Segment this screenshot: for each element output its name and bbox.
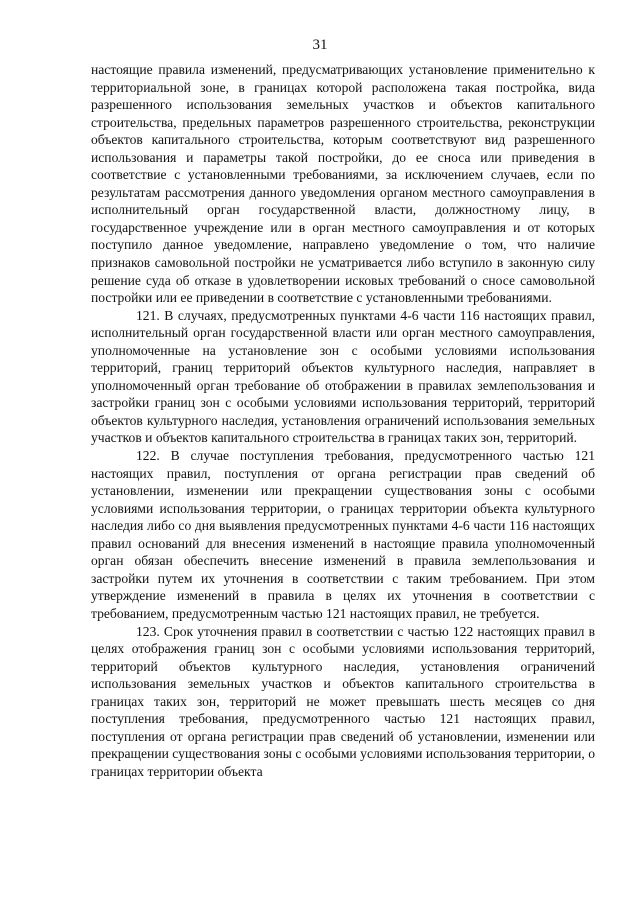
paragraph-122: 122. В случае поступления требования, предусмотренного частью 121 настоящих правил, поступления от органа регистрации прав сведений об установлении, изменении или прекращении существования зоны с особыми условиями использования территории, о границах территории объекта культурного наследия либо со дня выявления предусмотренных пунктами 4-6 части 116 настоящих правил оснований для внесения изменений в настоящие правила уполномоченный орган обязан обеспечить внесение изменений в правила землепользования и застройки путем их уточнения в соответствии с таким требованием. При этом утверждение изменений в правила в целях их уточнения в соответствии с требованием, предусмотренным частью 121 настоящих правил, не требуется.: [91, 448, 595, 621]
paragraph-123: 123. Срок уточнения правил в соответствии с частью 122 настоящих правил в целях отображения границ зон с особыми условиями использования территорий, территорий объектов культурного наследия, установления ограничений использования земельных участков и объектов капитального строительства в границах таких зон, территорий не может превышать шесть месяцев со дня поступления требования, предусмотренного частью 121 настоящих правил, поступления от органа регистрации прав сведений об установлении, изменении или прекращении существования зоны с особыми условиями использования территории, о границах территории объекта: [91, 623, 595, 779]
paragraph-continuation: настоящие правила изменений, предусматривающих установление применительно к территориальной зоне, в границах которой расположена такая постройка, вида разрешенного использования земельных участков и объектов капитального строительства, предельных параметров разрешенного строительства, реконструкции объектов капитального строительства, которым соответствуют вид разрешенного использования и параметры такой постройки, до ее сноса или приведения в соответствие с установленными требованиями, за исключением случаев, если по результатам рассмотрения данного уведомления органом местного самоуправления в исполнительный орган государственной власти, должностному лицу, в государственное учреждение или в орган местного самоуправления и от которых поступило данное уведомление, направлено уведомление о том, что наличие признаков самовольной постройки не усматривается либо вступило в законную силу решение суда об отказе в удовлетворении исковых требований о сносе самовольной постройки или ее приведении в соответствие с установленными требованиями.: [91, 62, 595, 306]
paragraph-121: 121. В случаях, предусмотренных пунктами 4-6 части 116 настоящих правил, исполнительный орган государственной власти или орган местного самоуправления, уполномоченные на установление зон с особыми условиями использования территорий, границ территорий объектов культурного наследия, направляет в уполномоченный орган требование об отображении в правилах землепользования и застройки границ зон с особыми условиями использования территорий, территорий объектов культурного наследия, установления ограничений использования земельных участков и объектов капитального строительства в границах таких зон, территорий.: [91, 307, 595, 446]
document-body: [91, 61, 595, 780]
page-number: 31: [312, 37, 328, 53]
